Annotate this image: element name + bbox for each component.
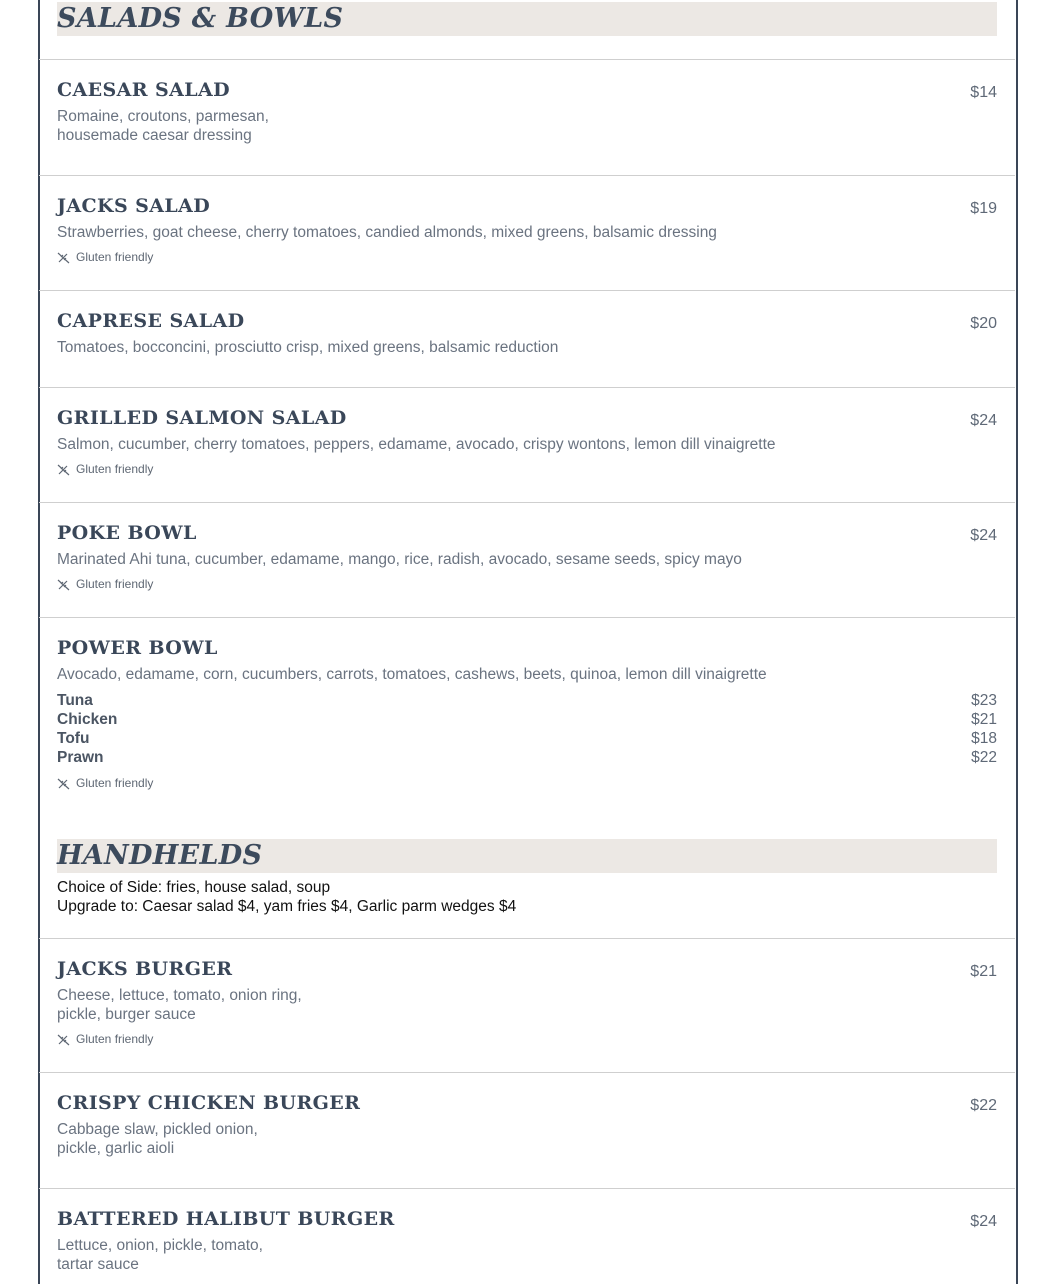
item-price: $21: [970, 963, 997, 980]
item-price: $24: [970, 527, 997, 544]
item-name: POKE BOWL: [57, 522, 197, 544]
item-price: $24: [970, 412, 997, 429]
item-description: Avocado, edamame, corn, cucumbers, carrots, tomatoes, cashews, beets, quinoa, lemon dill vinaigrette: [57, 666, 767, 683]
item-name: POWER BOWL: [57, 637, 218, 659]
divider: [39, 59, 1015, 60]
gluten-friendly-tag: [57, 1032, 153, 1046]
tag-label: Gluten friendly: [76, 250, 154, 264]
upgrade-note: Upgrade to: Caesar salad $4, yam fries $4, Garlic parm wedges $4: [57, 898, 517, 915]
option-price: $22: [971, 749, 997, 766]
tag-label: Gluten friendly: [76, 1032, 154, 1046]
divider: [39, 1072, 1015, 1073]
item-name: CRISPY CHICKEN BURGER: [57, 1092, 361, 1114]
wheat-crossed-icon: [57, 578, 70, 591]
gluten-friendly-tag: [57, 776, 153, 790]
item-name: CAPRESE SALAD: [57, 310, 245, 332]
item-description: Strawberries, goat cheese, cherry tomatoes, candied almonds, mixed greens, balsamic dressing: [57, 224, 717, 241]
option-price: $23: [971, 692, 997, 709]
tag-label: Gluten friendly: [76, 577, 154, 591]
section-title: HANDHELDS: [57, 840, 263, 871]
divider: [39, 938, 1015, 939]
item-price: $14: [970, 84, 997, 101]
option-name: Prawn: [57, 749, 104, 766]
side-choice-note: Choice of Side: fries, house salad, soup: [57, 879, 331, 896]
option-name: Tofu: [57, 730, 90, 747]
gluten-friendly-tag: [57, 250, 153, 264]
item-description: Cheese, lettuce, tomato, onion ring,: [57, 987, 302, 1004]
divider: [39, 502, 1015, 503]
option-name: Tuna: [57, 692, 93, 709]
item-name: GRILLED SALMON SALAD: [57, 407, 347, 429]
item-description: Cabbage slaw, pickled onion,: [57, 1121, 258, 1138]
item-price: $20: [970, 315, 997, 332]
section-title: SALADS & BOWLS: [57, 3, 344, 34]
section-header-salads: [57, 2, 997, 36]
item-name: JACKS SALAD: [57, 195, 211, 217]
item-description: tartar sauce: [57, 1256, 139, 1273]
item-description: Tomatoes, bocconcini, prosciutto crisp, mixed greens, balsamic reduction: [57, 339, 559, 356]
wheat-crossed-icon: [57, 463, 70, 476]
option-row: [57, 692, 997, 711]
item-description: pickle, garlic aioli: [57, 1140, 175, 1157]
item-name: JACKS BURGER: [57, 958, 233, 980]
option-price: $18: [971, 730, 997, 747]
tag-label: Gluten friendly: [76, 776, 154, 790]
item-description: Romaine, croutons, parmesan,: [57, 108, 269, 125]
item-description: Marinated Ahi tuna, cucumber, edamame, mango, rice, radish, avocado, sesame seeds, spicy mayo: [57, 551, 742, 568]
option-row: [57, 749, 997, 768]
option-row: [57, 711, 997, 730]
option-price: $21: [971, 711, 997, 728]
item-description: Salmon, cucumber, cherry tomatoes, peppers, edamame, avocado, crispy wontons, lemon dill vinaigrette: [57, 436, 776, 453]
item-description: housemade caesar dressing: [57, 127, 252, 144]
wheat-crossed-icon: [57, 251, 70, 264]
item-description: pickle, burger sauce: [57, 1006, 196, 1023]
item-price: $22: [970, 1097, 997, 1114]
tag-label: Gluten friendly: [76, 462, 154, 476]
option-row: [57, 730, 997, 749]
option-name: Chicken: [57, 711, 118, 728]
divider: [39, 175, 1015, 176]
gluten-friendly-tag: [57, 577, 153, 591]
divider: [39, 617, 1015, 618]
section-header-handhelds: [57, 839, 997, 873]
wheat-crossed-icon: [57, 1033, 70, 1046]
item-name: CAESAR SALAD: [57, 79, 231, 101]
item-price: $19: [970, 200, 997, 217]
divider: [39, 290, 1015, 291]
item-name: BATTERED HALIBUT BURGER: [57, 1208, 395, 1230]
item-price: $24: [970, 1213, 997, 1230]
divider: [39, 1188, 1015, 1189]
gluten-friendly-tag: [57, 462, 153, 476]
item-description: Lettuce, onion, pickle, tomato,: [57, 1237, 263, 1254]
divider: [39, 387, 1015, 388]
wheat-crossed-icon: [57, 777, 70, 790]
